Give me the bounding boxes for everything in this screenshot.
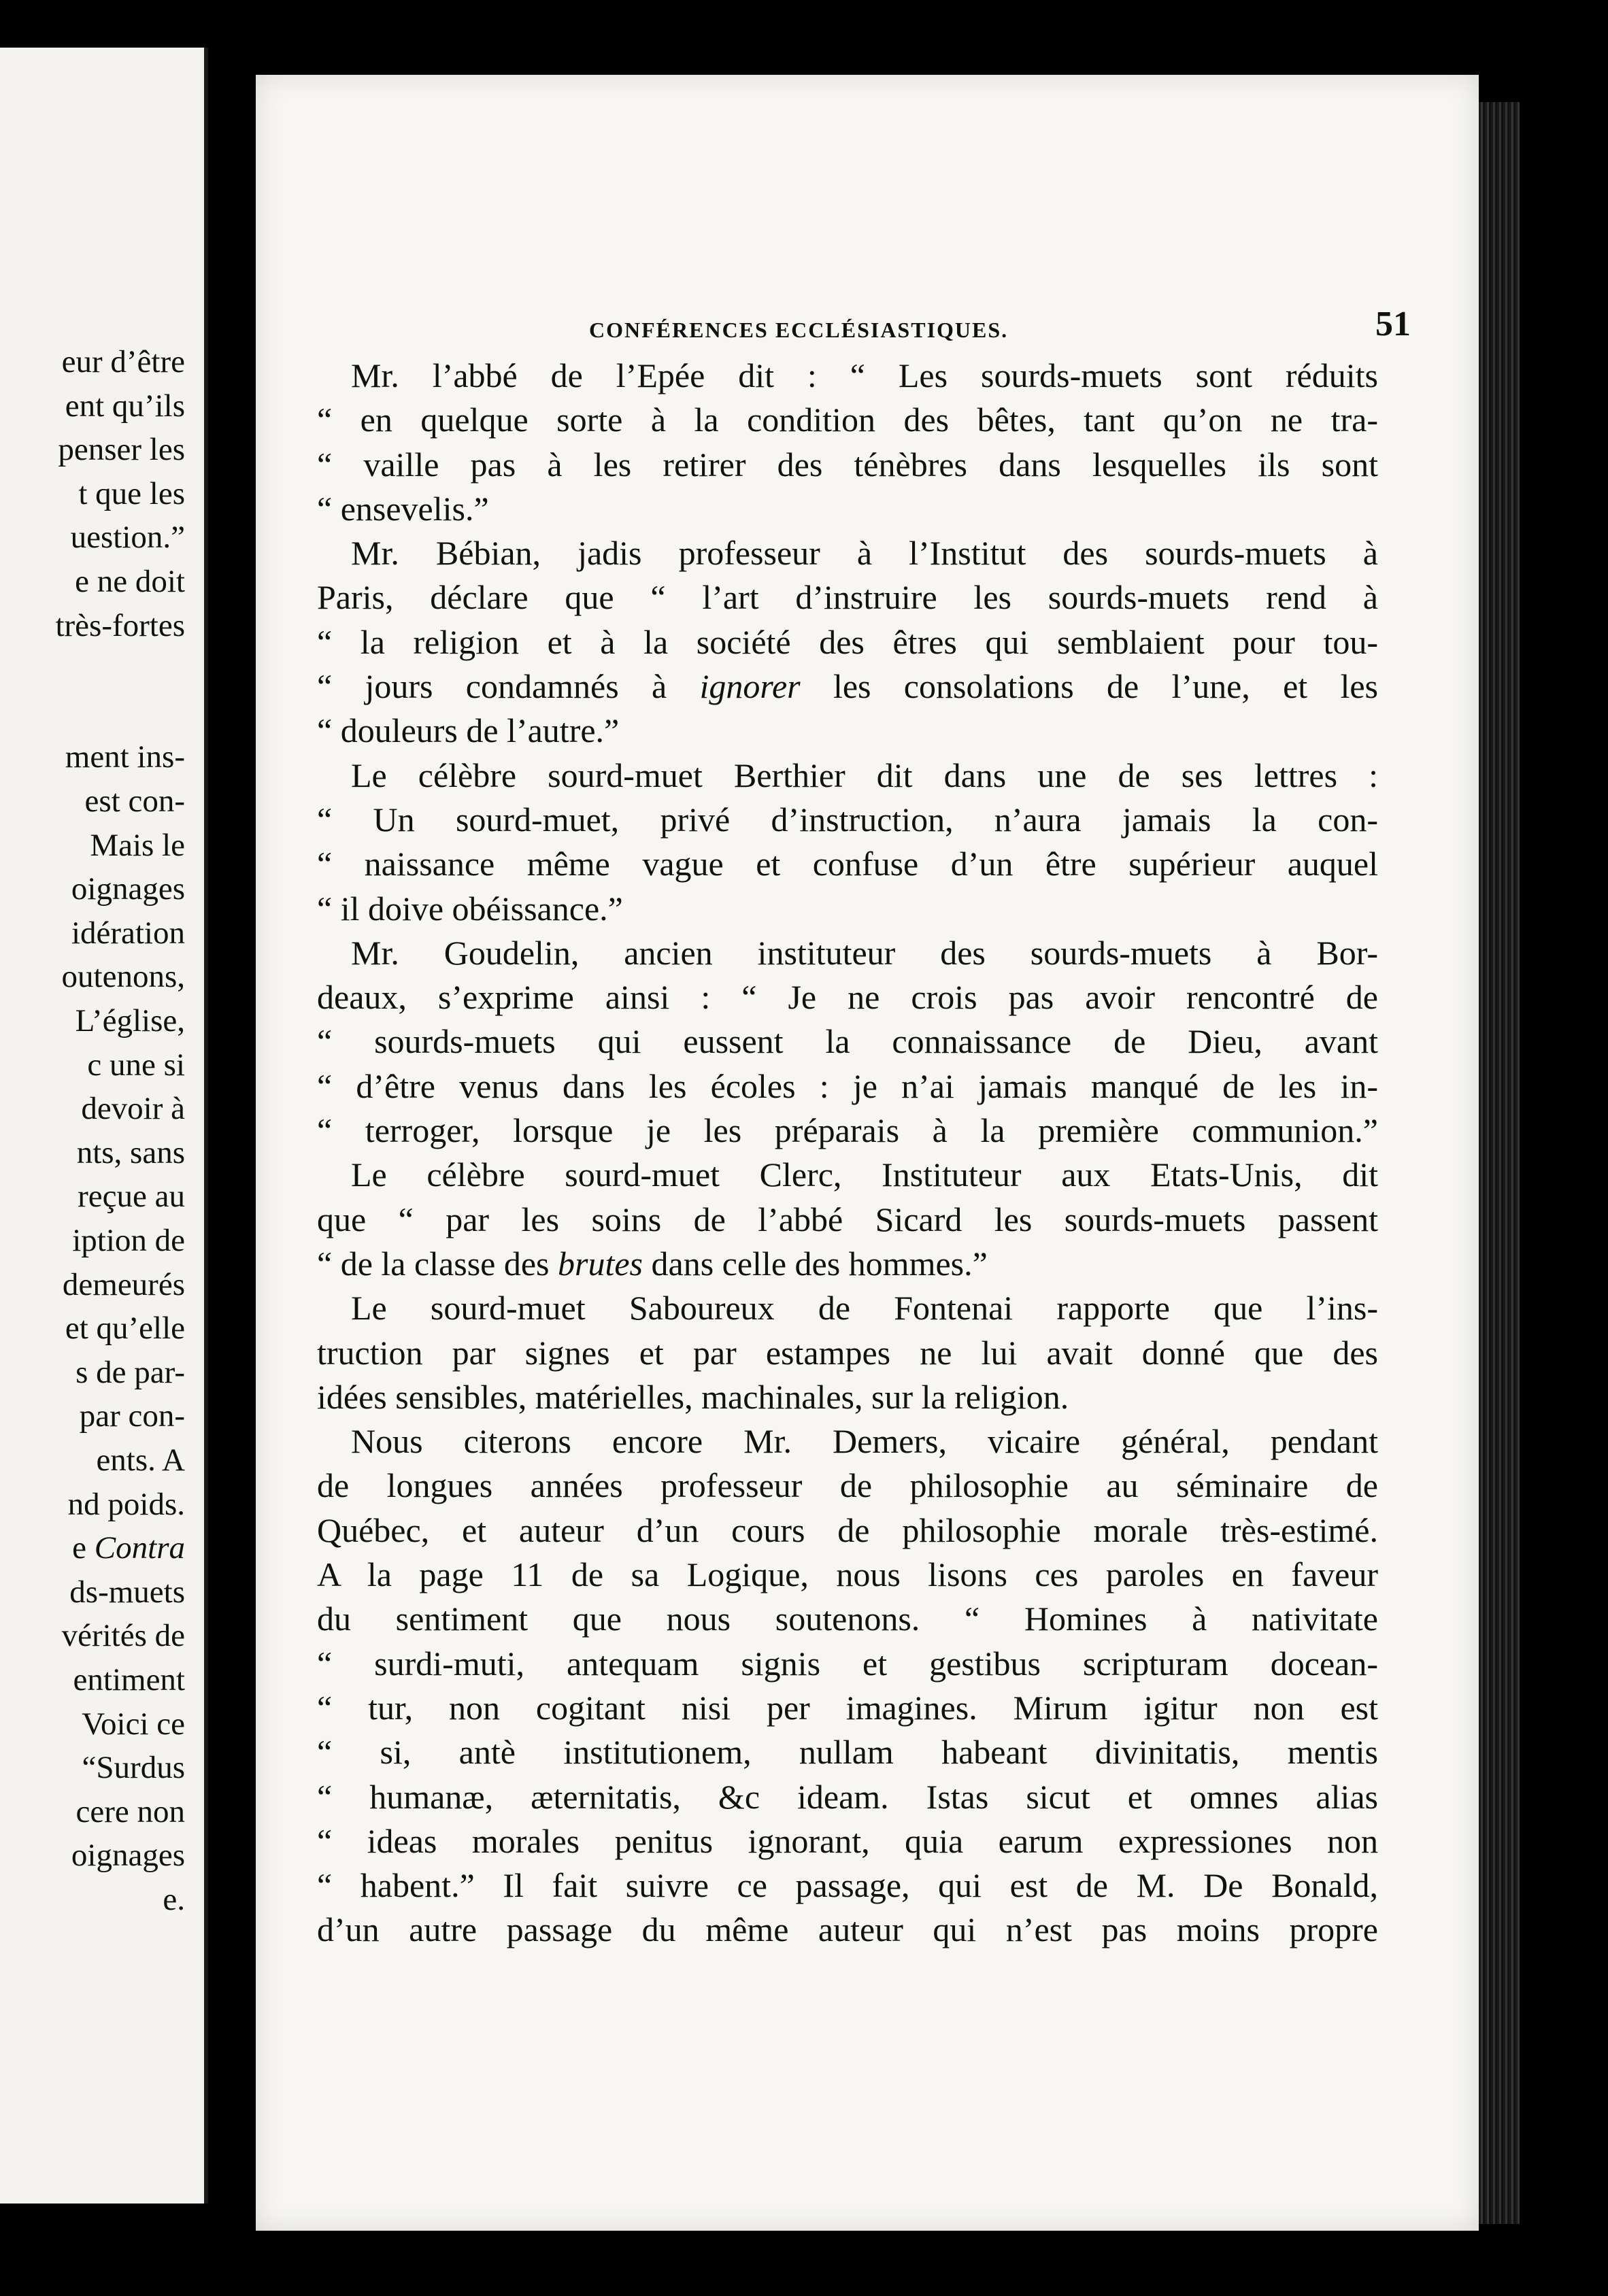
- text-line: que “ par les soins de l’abbé Sicard les sourds-muets passent: [317, 1200, 1378, 1238]
- left-page-line: Mais le: [90, 827, 185, 863]
- left-page-line: uestion.”: [70, 520, 185, 556]
- left-page-line: e Contra: [72, 1530, 185, 1566]
- left-page-line: ds-muets: [69, 1574, 185, 1610]
- left-page-line: “Surdus: [82, 1750, 185, 1786]
- left-page-line: cere non: [76, 1793, 185, 1829]
- text-line: “ ensevelis.”: [317, 489, 489, 528]
- text-line: “ en quelque sorte à la condition des bêtes, tant qu’on ne tra-: [317, 401, 1378, 439]
- text-line: idées sensibles, matérielles, machinales, sur la religion.: [317, 1377, 1069, 1416]
- text-line: “ si, antè institutionem, nullam habeant divinitatis, mentis: [317, 1733, 1378, 1772]
- text-line: “ tur, non cogitant nisi per imagines. Mirum igitur non est: [317, 1688, 1378, 1727]
- text-line: Mr. l’abbé de l’Epée dit : “ Les sourds-muets sont réduits: [351, 356, 1378, 394]
- italic-word: brutes: [558, 1244, 643, 1283]
- text-line: Mr. Goudelin, ancien instituteur des sourds-muets à Bor-: [351, 933, 1378, 972]
- left-page-line: ent qu’ils: [65, 388, 185, 424]
- text-line: “ il doive obéissance.”: [317, 889, 623, 928]
- left-page-line: entiment: [73, 1662, 185, 1698]
- left-page-line: c une si: [87, 1047, 185, 1083]
- left-page-line: outenons,: [61, 959, 185, 995]
- text-line: “ naissance même vague et confuse d’un être supérieur auquel: [317, 845, 1378, 883]
- left-page-line: vérités de: [61, 1618, 185, 1654]
- text-line: “ sourds-muets qui eussent la connaissance de Dieu, avant: [317, 1022, 1378, 1061]
- text-line: d’un autre passage du même auteur qui n’est pas moins propre: [317, 1910, 1378, 1949]
- text-line: “ douleurs de l’autre.”: [317, 711, 620, 750]
- text-line: “ de la classe des brutes dans celle des hommes.”: [317, 1244, 988, 1283]
- left-page-line: t que les: [78, 475, 185, 511]
- text-line: “ Un sourd-muet, privé d’instruction, n’aura jamais la con-: [317, 800, 1378, 839]
- left-page-line: reçue au: [78, 1179, 185, 1215]
- text-line: Paris, déclare que “ l’art d’instruire les sourds-muets rend à: [317, 578, 1378, 617]
- running-head: CONFÉRENCES ECCLÉSIASTIQUES.: [589, 318, 1009, 342]
- left-page-line: nts, sans: [76, 1134, 185, 1170]
- text-line: de longues années professeur de philosophie au séminaire de: [317, 1466, 1378, 1505]
- book-page: [256, 75, 1479, 2231]
- left-page-line: devoir à: [81, 1091, 185, 1127]
- left-page-line: ment ins-: [65, 739, 185, 775]
- text-line: truction par signes et par estampes ne lui avait donné que des: [317, 1333, 1378, 1372]
- text-line: A la page 11 de sa Logique, nous lisons ces paroles en faveur: [317, 1555, 1378, 1594]
- left-page-line: et qu’elle: [65, 1311, 185, 1347]
- left-page-line: e.: [163, 1882, 185, 1917]
- body-text: [317, 354, 1378, 1953]
- text-line: “ humanæ, æternitatis, &c ideam. Istas sicut et omnes alias: [317, 1777, 1378, 1816]
- italic-word: Contra: [94, 1530, 185, 1566]
- text-line: Mr. Bébian, jadis professeur à l’Institut des sourds-muets à: [351, 534, 1378, 573]
- left-page-line: iption de: [72, 1223, 185, 1258]
- page-number: 51: [1375, 305, 1411, 343]
- text-line: Le célèbre sourd-muet Clerc, Instituteur aux Etats-Unis, dit: [351, 1155, 1378, 1194]
- left-page-line: nd poids.: [67, 1486, 185, 1522]
- text-line: “ d’être venus dans les écoles : je n’ai jamais manqué de les in-: [317, 1066, 1378, 1105]
- text-line: “ habent.” Il fait suivre ce passage, qui est de M. De Bonald,: [317, 1866, 1378, 1905]
- text-line: “ surdi-muti, antequam signis et gestibus scripturam docean-: [317, 1644, 1378, 1683]
- text-line: Le célèbre sourd-muet Berthier dit dans une de ses lettres :: [351, 756, 1378, 794]
- text-line: du sentiment que nous soutenons. “ Homines à nativitate: [317, 1600, 1378, 1638]
- left-page-line: s de par-: [76, 1354, 185, 1390]
- left-page-line: Voici ce: [82, 1706, 185, 1742]
- text-line: Québec, et auteur d’un cours de philosophie morale très-estimé.: [317, 1510, 1378, 1549]
- left-page-line: demeurés: [62, 1266, 185, 1302]
- page-edge: [1479, 102, 1520, 2224]
- text-line: Nous citerons encore Mr. Demers, vicaire général, pendant: [351, 1422, 1378, 1461]
- page-header: [256, 303, 1479, 343]
- italic-word: ignorer: [699, 667, 801, 706]
- text-line: “ vaille pas à les retirer des ténèbres dans lesquelles ils sont: [317, 445, 1378, 484]
- left-page-line: par con-: [79, 1398, 185, 1434]
- text-line: “ jours condamnés à ignorer les consolations de l’une, et les: [317, 667, 1378, 706]
- text-line: “ ideas morales penitus ignorant, quia earum expressiones non: [317, 1821, 1378, 1860]
- left-page-line: e ne doit: [75, 564, 185, 599]
- text-line: deaux, s’exprime ainsi : “ Je ne crois pas avoir rencontré de: [317, 978, 1378, 1017]
- left-page-line: ents. A: [96, 1442, 185, 1478]
- text-line: Le sourd-muet Saboureux de Fontenai rapporte que l’ins-: [351, 1289, 1378, 1328]
- left-page-line: penser les: [58, 432, 185, 468]
- left-page-line: L’église,: [75, 1003, 185, 1039]
- text-line: “ la religion et à la société des êtres qui semblaient pour tou-: [317, 622, 1378, 661]
- left-page-line: est con-: [84, 783, 185, 819]
- left-page-line: très-fortes: [55, 607, 185, 643]
- text-line: “ terroger, lorsque je les préparais à la première communion.”: [317, 1111, 1378, 1150]
- left-page-line: oignages: [71, 1838, 185, 1874]
- left-page-line: oignages: [71, 871, 185, 907]
- left-page-line: eur d’être: [61, 344, 185, 379]
- left-page-line: idération: [71, 915, 185, 951]
- left-page-fragment: [0, 48, 208, 2204]
